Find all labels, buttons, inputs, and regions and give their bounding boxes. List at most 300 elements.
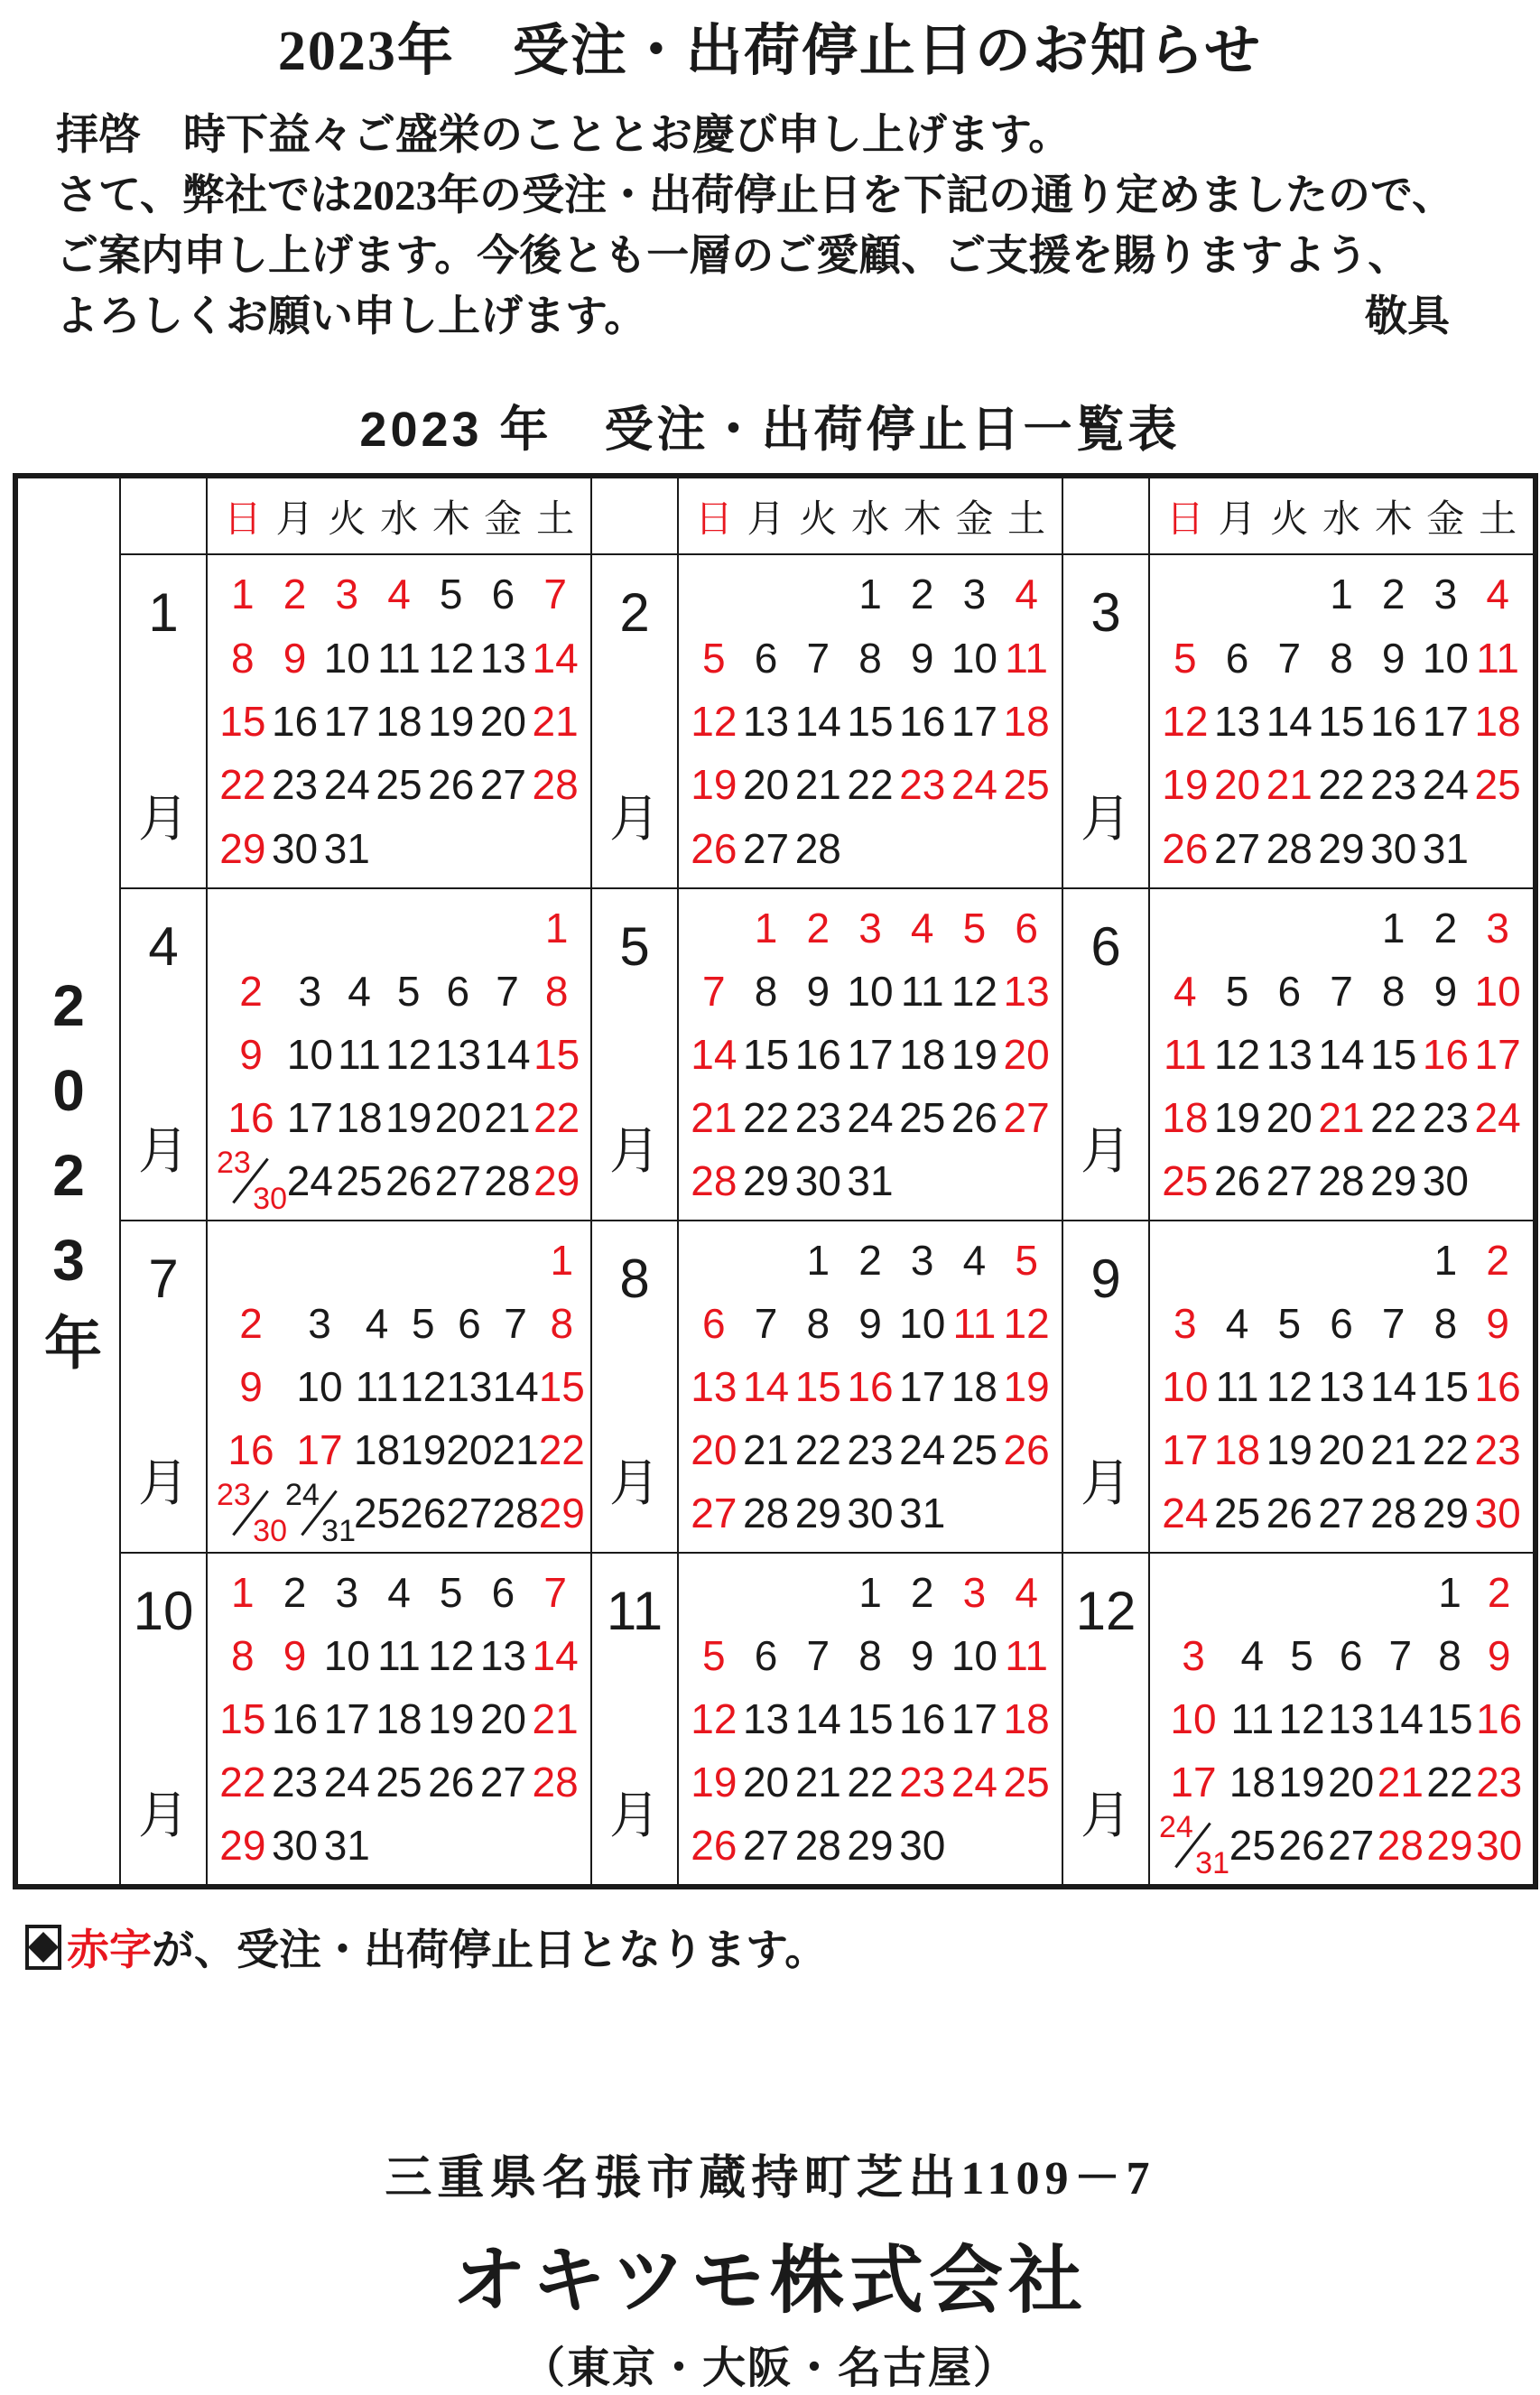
date-cell [1315,960,1368,1023]
date-cell [1159,562,1211,626]
date-cell [354,1481,400,1545]
month-dates [1148,1552,1533,1884]
date: 6 [1339,1632,1363,1679]
date-cell [1420,1481,1472,1545]
stop-date: 17 [296,1426,343,1473]
date-cell [844,896,896,960]
date-cell [1211,817,1264,880]
date-cell [532,896,581,960]
day-header: 火 [328,497,366,540]
date: 11 [1215,1363,1259,1410]
date-cell [844,1624,896,1687]
stop-date: 31 [1195,1846,1229,1880]
date-cell [217,817,269,880]
date: 24 [847,1094,894,1141]
date: 26 [1266,1490,1313,1536]
date: 12 [428,1632,475,1679]
date-cell [1159,1149,1211,1212]
stop-date: 20 [691,1426,738,1473]
stop-date: 15 [538,1363,585,1410]
date-cell [1420,1149,1472,1212]
date-cell [269,626,321,689]
date-cell [1471,1481,1524,1545]
date-cell [1471,960,1524,1023]
date: 18 [354,1426,401,1473]
date-cell [478,1561,530,1624]
month-suffix: 月 [609,1787,660,1843]
date-cell [529,1624,581,1687]
date: 3 [910,1237,934,1284]
date: 28 [484,1157,531,1204]
date-cell [425,1687,478,1750]
date-cell [740,1561,793,1624]
stop-date: 19 [691,1759,738,1806]
date: 29 [847,1822,894,1869]
date-cell [1159,817,1211,880]
date: 10 [296,1363,343,1410]
date: 30 [271,1822,319,1869]
date-cell [217,1146,287,1216]
date-cell [529,753,581,816]
date: 17 [951,1695,997,1742]
date: 11 [900,968,944,1015]
month-dates [206,1552,590,1884]
stop-date: 18 [1003,1695,1050,1742]
date-cell [844,1687,896,1750]
date-cell [1159,626,1211,689]
date-cell [539,1292,585,1355]
month-dates [677,1220,1062,1552]
date: 6 [1277,968,1302,1015]
date: 9 [806,968,830,1015]
date: 20 [479,697,526,745]
date: 21 [794,761,841,809]
date-cell [1315,1418,1368,1481]
date-cell [740,562,793,626]
date-cell [1000,626,1053,689]
date-cell [688,1355,740,1418]
stop-date: 22 [533,1094,580,1141]
date-cell [1420,626,1472,689]
date: 3 [335,1569,359,1616]
date-cell [1211,1023,1264,1086]
date: 25 [376,1759,422,1806]
stop-date: 22 [219,761,266,809]
date-cell [740,896,793,960]
stop-date: 2 [239,1300,263,1347]
date-cell [384,896,433,960]
date: 7 [1330,968,1353,1015]
date-cell [896,1687,949,1750]
month-dates [1148,887,1533,1220]
date-cell [285,1418,354,1481]
date-cell [896,1624,949,1687]
date-cell [217,1086,285,1149]
date-cell [529,1687,581,1750]
date-cell [1159,1292,1211,1355]
day-header: 水 [1322,497,1360,540]
date-cell [1000,1292,1053,1355]
date-cell [792,1750,844,1814]
stop-date: 9 [1486,1300,1509,1347]
stop-date: 29 [219,1822,266,1869]
date-cell [1471,690,1524,753]
date-cell [1263,1229,1315,1292]
date-cell [1368,1481,1420,1545]
date-cell [949,690,1001,753]
date: 16 [899,697,946,745]
stop-date: 2 [806,905,830,952]
date-cell [354,1355,400,1418]
date-cell [1368,1149,1420,1212]
legend [25,1917,1540,1977]
date-cell [1159,1023,1211,1086]
date-cell [1263,1418,1315,1481]
date-cell [285,1023,335,1086]
date-cell [949,1481,1001,1545]
date-cell [792,1229,844,1292]
date-cell [217,1355,285,1418]
date-cell [740,1292,793,1355]
date-cell [1159,1810,1229,1880]
day-header: 火 [799,497,838,540]
date-cell [478,626,530,689]
stop-date: 26 [1003,1426,1050,1473]
date-cell [688,1086,740,1149]
date-cell [1277,1624,1327,1687]
date: 26 [1278,1822,1325,1869]
day-header: 土 [536,497,575,540]
stop-date: 21 [532,697,579,745]
stop-date: 23 [217,1146,251,1180]
date-cell [354,1292,400,1355]
date-cell [217,1750,269,1814]
stop-date: 1 [544,905,569,952]
date-cell [373,626,425,689]
day-header: 日 [223,497,262,540]
date: 22 [847,1759,894,1806]
date-cell [949,1750,1001,1814]
date-cell [433,960,483,1023]
date-cell [493,1292,539,1355]
date-cell [433,1149,483,1212]
date-cell [1263,690,1315,753]
date: 14 [1377,1695,1424,1742]
date: 30 [899,1822,946,1869]
date-cell [1000,896,1053,960]
date: 10 [323,634,370,682]
date: 23 [271,1759,319,1806]
date-cell [1211,1418,1264,1481]
day-header: 月 [747,497,785,540]
company-name: オキツモ株式会社 [451,2240,1088,2322]
stop-date: 8 [544,968,569,1015]
date: 20 [434,1094,481,1141]
date-cell [844,1814,896,1877]
date-cell [949,1229,1001,1292]
date-cell [1263,562,1315,626]
date-cell [1474,1687,1524,1750]
date-cell [949,1023,1001,1086]
date: 27 [1266,1157,1313,1204]
header-spacer-cell [119,478,206,555]
date: 4 [962,1237,987,1284]
date: 15 [847,1695,894,1742]
date: 25 [376,761,422,809]
date-cell [792,1561,844,1624]
date: 1 [1381,905,1405,952]
date-cell [217,1023,285,1086]
date-cell [1000,1561,1053,1624]
month-dates [1148,555,1533,887]
company-offices: （東京・大阪・名古屋） [521,2344,1018,2392]
stop-date: 4 [1174,968,1197,1015]
date-cell [446,1292,492,1355]
date-cell [373,1750,425,1814]
stop-date: 18 [1162,1094,1209,1141]
date-cell [688,690,740,753]
stop-date: 6 [1015,905,1038,952]
stop-date: 1 [231,1569,255,1616]
date-cell [1471,1229,1524,1292]
stop-date: 22 [219,1759,266,1806]
date: 28 [794,1822,841,1869]
date: 5 [411,1300,435,1347]
greeting-line-2: さて、弊社では2023年の受注・出荷停止日を下記の通り定めましたので、 [56,172,1455,219]
date-cell [1277,1814,1327,1877]
day-header: 火 [1270,497,1309,540]
date-cell [792,753,844,816]
stop-date: 21 [1318,1094,1365,1141]
stop-date: 7 [543,1569,567,1616]
header-spacer-cell [1062,478,1148,555]
date-cell [949,1418,1001,1481]
date: 31 [899,1490,946,1536]
stop-date: 24 [1162,1490,1209,1536]
date-cell [1228,1814,1277,1877]
date-cell [1368,562,1420,626]
date-cell [1159,1355,1211,1418]
combined-date [1159,1810,1229,1880]
company-address: 三重県名張市蔵持町芝出1109－7 [385,2153,1155,2205]
month-dates [206,887,590,1220]
date: 6 [1225,634,1249,682]
date: 29 [1422,1490,1469,1536]
stop-date: 17 [1170,1759,1217,1806]
date: 19 [428,1695,475,1742]
date: 27 [434,1157,481,1204]
date-cell [1315,562,1368,626]
stop-date: 14 [691,1031,738,1078]
date: 14 [794,697,841,745]
date-cell [1211,1292,1264,1355]
date: 13 [742,1695,790,1742]
date: 3 [308,1300,331,1347]
date-cell [529,1814,581,1877]
month-number: 9 [1090,1249,1121,1309]
date-cell [844,1561,896,1624]
date: 5 [1225,968,1249,1015]
date-cell [478,1750,530,1814]
stop-date: 22 [538,1426,585,1473]
date-cell [1277,1561,1327,1624]
date: 28 [742,1490,790,1536]
month-label [119,1220,206,1552]
date-cell [949,1624,1001,1687]
date-cell [400,1481,446,1545]
date-cell [949,1355,1001,1418]
day-header: 木 [903,497,942,540]
date: 27 [1213,824,1261,872]
date-cell [373,562,425,626]
stop-date: 3 [858,905,882,952]
stop-date: 28 [532,1759,579,1806]
date-cell [532,1086,581,1149]
stop-date: 3 [962,1569,987,1616]
stop-date: 5 [1015,1237,1038,1284]
date: 23 [271,761,319,809]
date: 29 [1318,824,1365,872]
date: 24 [899,1426,946,1473]
stop-date: 26 [1162,824,1209,872]
date-cell [269,1561,321,1624]
stop-date: 29 [219,824,266,872]
stop-date: 10 [1170,1695,1217,1742]
date: 7 [504,1300,527,1347]
month-number: 2 [619,582,650,643]
date-cell [1159,690,1211,753]
month-number: 4 [148,916,179,977]
day-header: 月 [1218,497,1257,540]
date-cell [1263,896,1315,960]
date-cell [478,817,530,880]
date-cell [792,626,844,689]
date-cell [320,753,373,816]
date-cell [792,1149,844,1212]
date-cell [1000,1481,1053,1545]
date-cell [896,1229,949,1292]
date: 26 [385,1157,432,1204]
date: 25 [354,1490,401,1536]
date: 22 [1370,1094,1417,1141]
date: 24 [323,761,370,809]
date: 2 [910,1569,934,1616]
date-cell [425,690,478,753]
date-cell [285,1229,354,1292]
date-cell [896,1481,949,1545]
stop-date: 18 [1003,697,1050,745]
date-cell [217,896,285,960]
date: 19 [951,1031,997,1078]
stop-date: 2 [1487,1569,1511,1616]
stop-date: 23 [899,761,946,809]
date: 15 [742,1031,790,1078]
date: 25 [951,1426,997,1473]
stop-date: 16 [1474,1363,1521,1410]
date-cell [1425,1687,1475,1750]
date-cell [354,1418,400,1481]
date-cell [1000,1624,1053,1687]
stop-date: 29 [538,1490,585,1536]
date-cell [446,1229,492,1292]
date-cell [320,626,373,689]
date-cell [1000,960,1053,1023]
date: 13 [742,697,790,745]
date-cell [269,1814,321,1877]
date: 31 [323,824,370,872]
date-cell [217,753,269,816]
stop-date: 28 [691,1157,738,1204]
stop-date: 28 [1377,1822,1424,1869]
date: 22 [1422,1426,1469,1473]
date-cell [792,1624,844,1687]
date-cell [217,1418,285,1481]
date-cell [844,1023,896,1086]
date-cell [688,1750,740,1814]
date-cell [949,1814,1001,1877]
date-cell [1420,1292,1472,1355]
month-dates [677,555,1062,887]
date: 3 [962,571,987,618]
date-cell [896,1292,949,1355]
date: 25 [899,1094,946,1141]
combined-date [217,1478,287,1548]
date-cell [1211,1481,1264,1545]
date-cell [373,1624,425,1687]
date-cell [1263,1149,1315,1212]
date-cell [1263,1481,1315,1545]
date-cell [384,1149,433,1212]
date-cell [1471,817,1524,880]
date-cell [320,690,373,753]
date-cell [1315,1023,1368,1086]
date-cell [384,1086,433,1149]
date-cell [1420,1355,1472,1418]
date-cell [425,626,478,689]
day-header: 金 [1426,497,1465,540]
date-cell [1315,1481,1368,1545]
combined-date [217,1146,287,1216]
date: 4 [1225,1300,1249,1347]
date-cell [384,960,433,1023]
date-cell [1420,753,1472,816]
date-cell [539,1229,585,1292]
date: 26 [400,1490,447,1536]
date: 23 [794,1094,841,1141]
stop-date: 27 [1003,1094,1050,1141]
date-cell [792,1292,844,1355]
date-cell [949,1292,1001,1355]
date: 16 [899,1695,946,1742]
date-cell [949,626,1001,689]
date-cell [269,753,321,816]
stop-date: 15 [794,1363,841,1410]
date: 19 [385,1094,432,1141]
stop-date: 25 [1162,1157,1209,1204]
month-number: 11 [606,1581,663,1641]
date: 7 [806,634,830,682]
date-cell [529,1561,581,1624]
date-cell [1471,1149,1524,1212]
date-cell [1000,562,1053,626]
stop-date: 30 [253,1514,287,1548]
date: 25 [1229,1822,1276,1869]
date-cell [269,817,321,880]
date-cell [896,960,949,1023]
date: 15 [1370,1031,1417,1078]
month-number: 7 [148,1249,179,1309]
date: 1 [806,1237,830,1284]
